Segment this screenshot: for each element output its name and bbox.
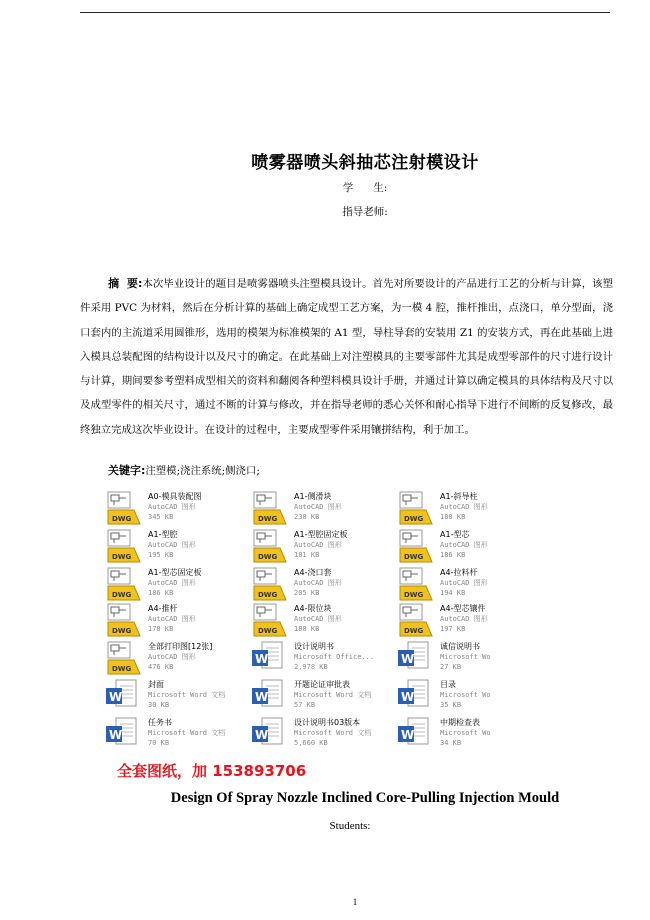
dwg-file-icon [396, 528, 436, 564]
abstract-lead: 摘 要: [108, 277, 143, 290]
file-size: 194 KB [440, 589, 466, 597]
file-size: 70 KB [148, 739, 170, 747]
file-type: AutoCAD 图形 [294, 503, 342, 511]
header-rule [80, 12, 610, 13]
file-name: A1-型腔固定板 [294, 530, 348, 539]
dwg-file-icon [104, 528, 144, 564]
file-name: A1-斜导柱 [440, 492, 478, 501]
word-document-icon [396, 640, 436, 676]
abstract-text: 本次毕业设计的题目是喷雾器喷头注塑模具设计。首先对所要设计的产品进行工艺的分析与计算，该塑件采用 PVC 为材料，然后在分析计算的基础上确定成型工艺方案，为一模 4 腔，推杆推出，点浇口，单分型面，浇口套内的主流道采用圆锥形，选用的模架为标准模架的 A1 型，导柱导套的安装用 Z1 的安装方式，再在此基础上进入模具总装配图的结构设计以及尺寸的确定。在此基础上对注塑模具的主要零部件尤其是成型零部件的尺寸进行设计与计算，期间要参考塑料成型相关的资料和翻阅各种塑料模具设计手册，并通过计算以确定模具的具体结构及尺寸以及成型零件的相关尺寸，通过不断的计算与修改，并在指导老师的悉心关怀和耐心指导下进行不间断的反复修改，最终独立完成这次毕业设计。在设计的过程中，主要成型零件采用镶拼结构，利于加工。 [80, 278, 614, 436]
file-item[interactable] [250, 490, 390, 528]
file-item[interactable] [250, 602, 390, 640]
file-item[interactable] [396, 716, 536, 754]
file-type: Microsoft Wo [440, 653, 491, 661]
file-size: 476 KB [148, 663, 174, 671]
file-item[interactable] [104, 602, 244, 640]
file-item[interactable] [396, 490, 536, 528]
file-listing [104, 490, 504, 750]
file-name: 设计说明书03版本 [294, 718, 361, 727]
file-item[interactable] [104, 716, 244, 754]
file-item[interactable] [104, 490, 244, 528]
file-name: A4-限位块 [294, 604, 332, 613]
file-type: Microsoft Word 文档 [294, 691, 372, 699]
page-number: 1 [352, 897, 358, 907]
file-name: A4-浇口套 [294, 568, 332, 577]
file-type: AutoCAD 图形 [294, 541, 342, 549]
dwg-file-icon [396, 566, 436, 602]
file-type: AutoCAD 图形 [440, 503, 488, 511]
svg-text:W: W [401, 728, 415, 742]
svg-text:W: W [255, 652, 269, 666]
file-type: AutoCAD 图形 [440, 541, 488, 549]
svg-text:W: W [255, 690, 269, 704]
file-item[interactable] [250, 528, 390, 566]
file-size: 195 KB [148, 551, 174, 559]
svg-text:DWG: DWG [404, 553, 424, 561]
file-type: AutoCAD 图形 [294, 615, 342, 623]
promo-text: 全套图纸，加 153893706 [117, 762, 307, 780]
svg-text:DWG: DWG [404, 591, 424, 599]
file-item[interactable] [396, 602, 536, 640]
svg-text:DWG: DWG [112, 553, 132, 561]
keywords-text: 注塑模;浇注系统;侧浇口; [145, 465, 260, 477]
keywords-lead: 关键字: [108, 464, 146, 477]
file-name: A4-拉料杆 [440, 568, 478, 577]
word-document-icon [396, 678, 436, 714]
file-size: 180 KB [440, 513, 466, 521]
dwg-file-icon [250, 602, 290, 638]
file-size: 178 KB [148, 625, 174, 633]
file-size: 2,978 KB [294, 663, 328, 671]
dwg-file-icon [104, 566, 144, 602]
file-size: 30 KB [148, 701, 170, 709]
svg-text:DWG: DWG [258, 553, 278, 561]
svg-text:DWG: DWG [258, 591, 278, 599]
file-item[interactable] [250, 566, 390, 604]
dwg-file-icon [396, 602, 436, 638]
file-name: 设计说明书 [294, 642, 334, 651]
file-name: 开题论证审批表 [294, 680, 350, 689]
svg-text:W: W [401, 652, 415, 666]
word-document-icon [250, 716, 290, 752]
file-size: 5,660 KB [294, 739, 328, 747]
word-document-icon [250, 640, 290, 676]
file-type: Microsoft Office... [294, 653, 375, 661]
file-size: 181 KB [294, 551, 320, 559]
svg-text:W: W [109, 690, 123, 704]
file-size: 180 KB [294, 625, 320, 633]
file-type: AutoCAD 图形 [148, 541, 196, 549]
file-name: A1-型芯 [440, 530, 470, 539]
svg-text:DWG: DWG [112, 665, 132, 673]
svg-text:DWG: DWG [112, 515, 132, 523]
file-size: 57 KB [294, 701, 316, 709]
file-item[interactable] [104, 678, 244, 716]
file-type: AutoCAD 图形 [440, 615, 488, 623]
keywords-line [108, 462, 260, 478]
dwg-file-icon [250, 566, 290, 602]
svg-text:W: W [401, 690, 415, 704]
file-size: 345 KB [148, 513, 174, 521]
dwg-file-icon [250, 490, 290, 526]
svg-text:DWG: DWG [258, 515, 278, 523]
file-type: AutoCAD 图形 [148, 615, 196, 623]
file-size: 205 KB [294, 589, 320, 597]
file-item[interactable] [104, 566, 244, 604]
file-item[interactable] [396, 528, 536, 566]
file-size: 34 KB [440, 739, 462, 747]
file-size: 186 KB [148, 589, 174, 597]
dwg-file-icon [396, 490, 436, 526]
svg-text:W: W [255, 728, 269, 742]
svg-text:DWG: DWG [112, 627, 132, 635]
dwg-file-icon [250, 528, 290, 564]
file-name: A4-型芯镶件 [440, 604, 486, 613]
svg-text:DWG: DWG [404, 515, 424, 523]
file-size: 230 KB [294, 513, 320, 521]
file-name: 任务书 [148, 718, 172, 727]
file-item[interactable] [250, 678, 390, 716]
file-item[interactable] [250, 640, 390, 678]
english-students: Students: [329, 820, 371, 832]
word-document-icon [250, 678, 290, 714]
file-type: AutoCAD 图形 [148, 503, 196, 511]
file-item[interactable] [104, 528, 244, 566]
svg-text:DWG: DWG [404, 627, 424, 635]
file-item[interactable] [250, 716, 390, 754]
file-item[interactable] [396, 566, 536, 604]
dwg-file-icon [104, 640, 144, 676]
abstract-paragraph [80, 272, 613, 442]
dwg-file-icon [104, 490, 144, 526]
file-type: Microsoft Wo [440, 729, 491, 737]
file-name: A1-型腔 [148, 530, 178, 539]
file-name: 封面 [148, 680, 164, 689]
advisor-label: 指导老师: [342, 206, 388, 218]
file-name: 中期检查表 [440, 718, 480, 727]
file-size: 186 KB [440, 551, 466, 559]
svg-text:DWG: DWG [258, 627, 278, 635]
file-type: Microsoft Word 文档 [294, 729, 372, 737]
english-title: Design Of Spray Nozzle Inclined Core-Pulling Injection Mould [170, 790, 560, 806]
file-type: AutoCAD 图形 [440, 579, 488, 587]
svg-text:DWG: DWG [112, 591, 132, 599]
file-size: 197 KB [440, 625, 466, 633]
file-name: A4-推杆 [148, 604, 178, 613]
file-type: Microsoft Word 文档 [148, 729, 226, 737]
file-type: AutoCAD 图形 [294, 579, 342, 587]
page-title: 喷雾器喷头斜抽芯注射模设计 [251, 153, 479, 173]
word-document-icon [104, 716, 144, 752]
file-type: AutoCAD 图形 [148, 579, 196, 587]
file-size: 35 KB [440, 701, 462, 709]
file-name: A1-侧滑块 [294, 492, 332, 501]
file-name: A1-型芯固定板 [148, 568, 202, 577]
student-label: 学 生: [342, 182, 388, 194]
file-name: 目录 [440, 680, 456, 689]
dwg-file-icon [104, 602, 144, 638]
file-item[interactable] [396, 678, 536, 716]
file-size: 27 KB [440, 663, 462, 671]
word-document-icon [396, 716, 436, 752]
svg-text:W: W [109, 728, 123, 742]
file-type: Microsoft Wo [440, 691, 491, 699]
file-item[interactable] [396, 640, 536, 678]
file-name: A0-模具装配图 [148, 492, 202, 501]
file-name: 全部打印图[12张] [148, 642, 213, 651]
file-type: AutoCAD 图形 [148, 653, 196, 661]
file-item[interactable] [104, 640, 244, 678]
file-name: 诚信说明书 [440, 642, 480, 651]
file-type: Microsoft Word 文档 [148, 691, 226, 699]
word-document-icon [104, 678, 144, 714]
